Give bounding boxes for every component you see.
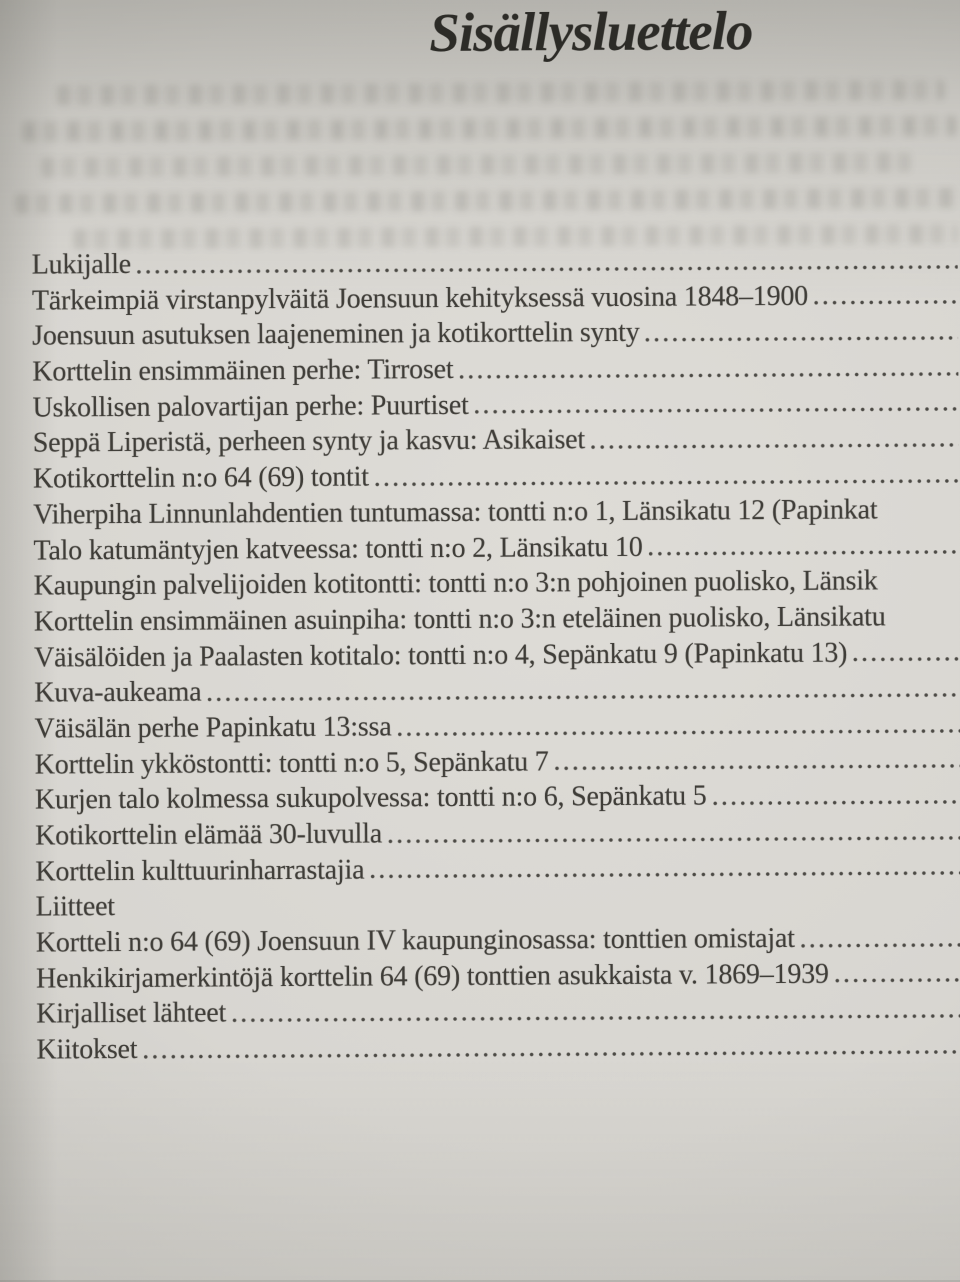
toc-entry (32, 278, 958, 319)
toc-entry (33, 456, 959, 497)
toc-entry-label: Kotikorttelin elämää 30-luvulla (35, 818, 383, 852)
toc-entry (33, 420, 959, 461)
toc-entry-label: Kiitokset (36, 1034, 138, 1066)
bleed-through-line (57, 80, 945, 105)
dot-leader (475, 404, 959, 417)
dot-leader (375, 476, 959, 490)
dot-leader (137, 262, 958, 277)
toc-entry (32, 385, 958, 426)
toc-entry (35, 813, 960, 854)
toc-entry (34, 706, 960, 747)
dot-leader (649, 547, 960, 559)
dot-leader (591, 440, 959, 452)
toc-entry (34, 670, 960, 711)
toc-entry-label: Korttelin ykköstontti: tontti n:o 5, Sepänkatu 7 (34, 746, 549, 781)
dot-leader (370, 868, 960, 882)
table-of-contents (0, 242, 960, 1069)
toc-entry-label: Korttelin kulttuurinharrastajia (35, 854, 365, 888)
dot-leader (814, 297, 958, 308)
dot-leader (388, 833, 960, 847)
toc-entry (35, 742, 960, 783)
toc-entry (36, 920, 960, 961)
toc-entry-label: Väisälöiden ja Paalasten kotitalo: tontti n:o 4, Sepänkatu 9 (Papinkatu 13) (34, 637, 848, 674)
toc-entry-label: Uskollisen palovartijan perhe: Puurtiset (32, 389, 469, 424)
toc-entry-label: Seppä Liperistä, perheen synty ja kasvu: Asikaiset (32, 424, 586, 459)
toc-entry-label: Tärkeimpiä virstanpylväitä Joensuun kehityksessä vuosina 1848–1900 (31, 280, 809, 317)
dot-leader (143, 1047, 960, 1062)
toc-entry-label: Joensuun asutuksen laajeneminen ja kotikorttelin synty (32, 317, 640, 352)
bleed-through-line (23, 116, 957, 142)
toc-entry-label: Korttelin ensimmäinen asuinpiha: tontti n:o 3:n eteläinen puolisko, Länsikatu (33, 601, 886, 638)
toc-entry (36, 956, 960, 997)
toc-entry (33, 527, 959, 568)
bleed-through-line (15, 188, 957, 214)
dot-leader (646, 333, 959, 345)
dot-leader (555, 761, 960, 773)
toc-entry (32, 242, 958, 283)
toc-entry-label: Viherpiha Linnunlahdentien tuntumassa: tontti n:o 1, Länsikatu 12 (Papinkat (33, 494, 878, 531)
bleed-through-text (15, 80, 958, 266)
toc-entry-label: Väisälän perhe Papinkatu 13:ssa (34, 711, 392, 745)
toc-entry (35, 849, 960, 890)
toc-entry-label: Henkikirjamerkintöjä korttelin 64 (69) tonttien asukkaista v. 1869–1939 (35, 958, 829, 995)
toc-entry (32, 349, 958, 390)
dot-leader (801, 940, 960, 951)
toc-entry (36, 884, 960, 925)
toc-entry-label: Talo katumäntyjen katveessa: tontti n:o 2, Länsikatu 10 (33, 531, 643, 567)
toc-entry-label: Liitteet (35, 891, 115, 923)
dot-leader (835, 975, 960, 986)
toc-entry (36, 1027, 960, 1068)
toc-entry (34, 599, 960, 640)
dot-leader (853, 654, 960, 665)
page-title: Sisällysluettelo (429, 0, 753, 64)
bleed-through-line (41, 152, 911, 177)
dot-leader (232, 1011, 960, 1025)
toc-entry-label: Kortteli n:o 64 (69) Joensuun IV kaupunginosassa: tonttien omistajat (35, 922, 795, 959)
toc-entry-label: Korttelin ensimmäinen perhe: Tirroset (32, 354, 454, 388)
toc-entry (34, 563, 960, 604)
dot-leader (713, 797, 960, 809)
dot-leader (397, 726, 960, 739)
toc-entry-label: Lukijalle (31, 248, 132, 281)
toc-entry-label: Kuva-aukeama (34, 676, 202, 709)
dot-leader (207, 690, 960, 705)
toc-entry-label: Kotikorttelin n:o 64 (69) tontit (32, 461, 369, 495)
dot-leader (459, 369, 958, 382)
toc-entry (32, 313, 958, 354)
toc-entry-label: Kaupungin palvelijoiden kotitontti: tontti n:o 3:n pohjoinen puolisko, Länsik (33, 565, 878, 602)
toc-entry (33, 492, 959, 533)
toc-entry-label: Kirjalliset lähteet (36, 997, 227, 1030)
toc-entry (35, 777, 960, 818)
toc-entry (36, 991, 960, 1032)
toc-entry-label: Kurjen talo kolmessa sukupolvessa: tontti n:o 6, Sepänkatu 5 (34, 780, 707, 816)
toc-entry (34, 634, 960, 675)
